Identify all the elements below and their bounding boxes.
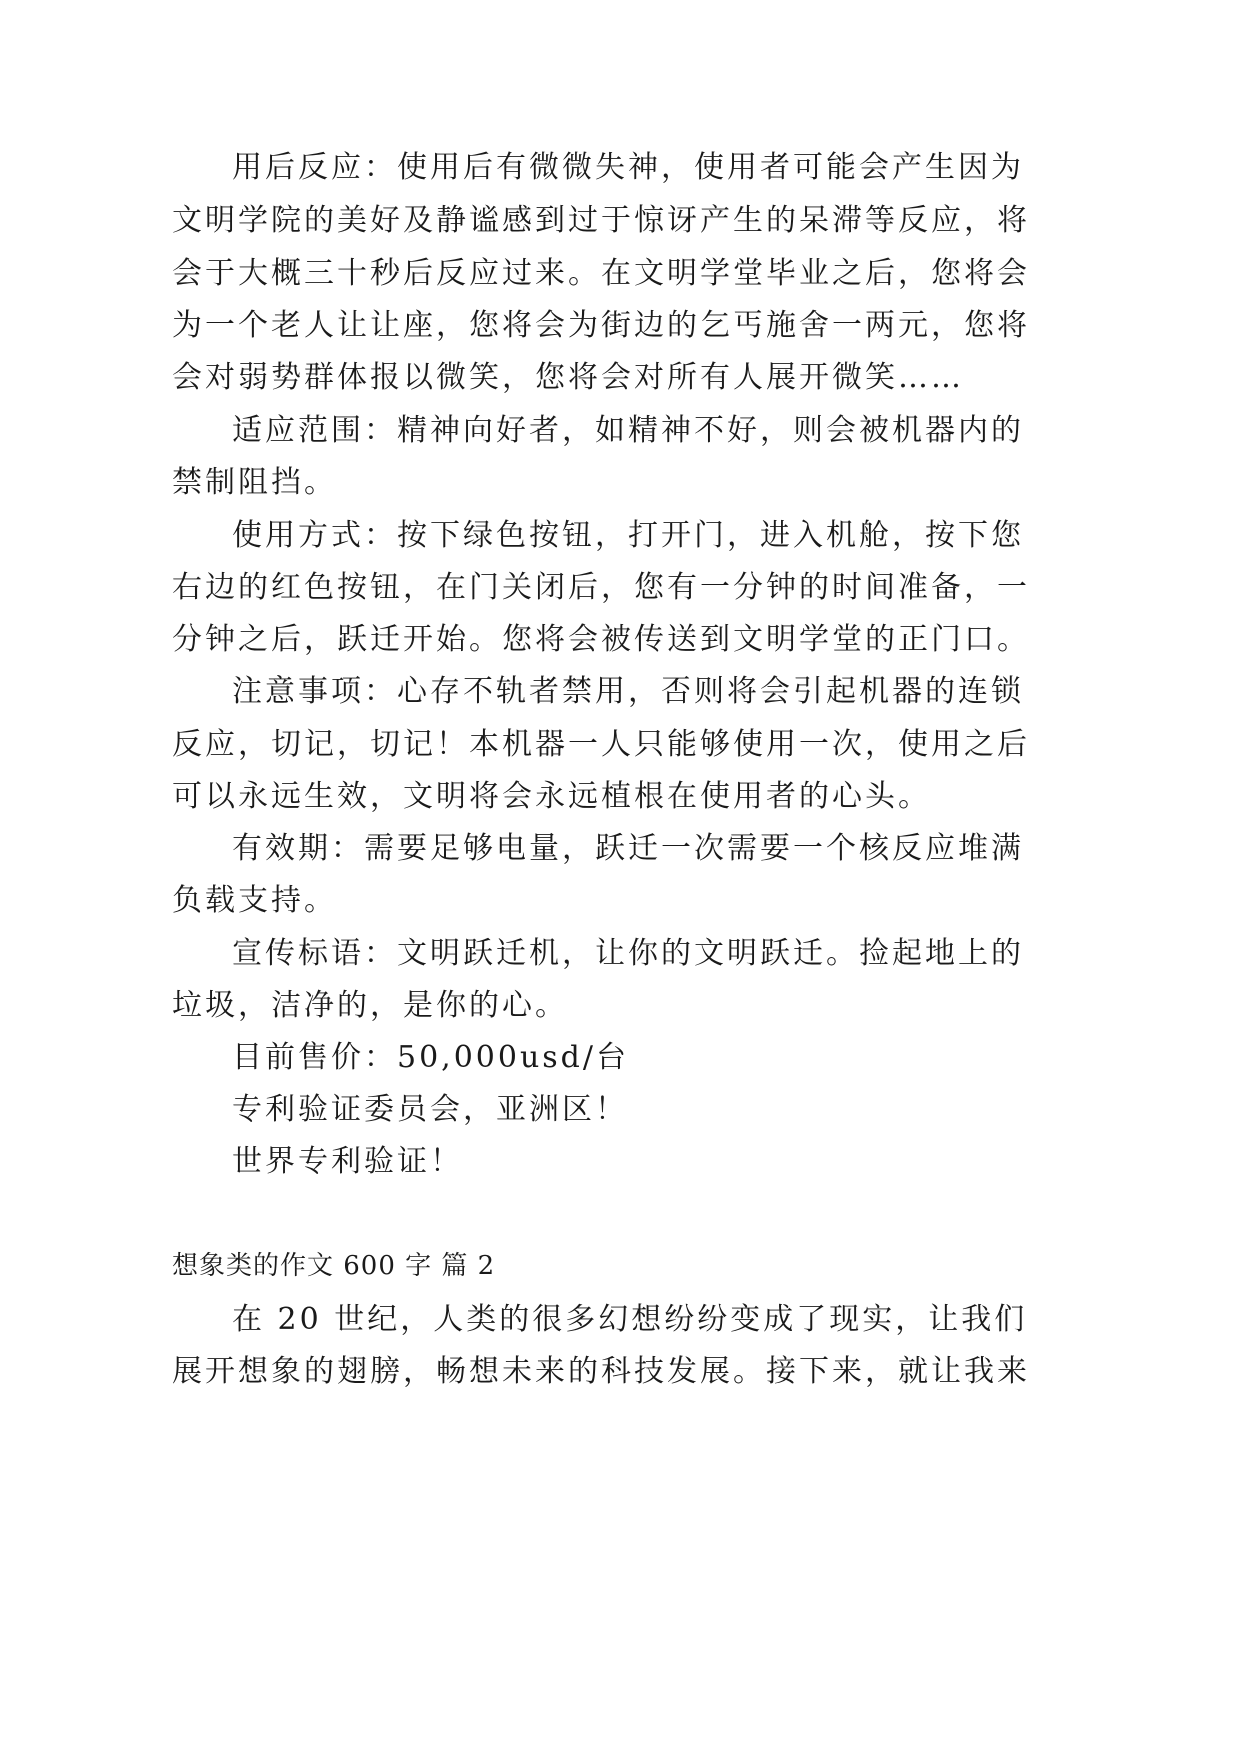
body-text-line: 在 20 世纪，人类的很多幻想纷纷变成了现实，让我们 xyxy=(232,1302,1028,1337)
body-text-line: 使用方式：按下绿色按钮，打开门，进入机舱，按下您 xyxy=(232,518,1024,553)
body-text-line: 展开想象的翅膀，畅想未来的科技发展。接下来，就让我来 xyxy=(172,1354,1030,1389)
body-text-line: 负载支持。 xyxy=(172,883,337,918)
body-text-line: 会对弱势群体报以微笑，您将会对所有人展开微笑…… xyxy=(172,360,964,395)
body-text-line: 右边的红色按钮，在门关闭后，您有一分钟的时间准备，一 xyxy=(172,570,1030,605)
body-text-line: 垃圾，洁净的，是你的心。 xyxy=(172,988,568,1023)
body-text-line: 适应范围：精神向好者，如精神不好，则会被机器内的 xyxy=(232,413,1024,448)
body-text-line: 禁制阻挡。 xyxy=(172,465,337,500)
body-text-line: 宣传标语：文明跃迁机，让你的文明跃迁。捡起地上的 xyxy=(232,936,1024,971)
body-text-line: 反应，切记，切记！本机器一人只能够使用一次，使用之后 xyxy=(172,727,1030,762)
section-heading: 想象类的作文 600 字 篇 2 xyxy=(172,1251,496,1281)
world-patent-line: 世界专利验证！ xyxy=(232,1144,463,1179)
body-text-line: 为一个老人让让座，您将会为街边的乞丐施舍一两元，您将 xyxy=(172,308,1030,343)
body-text-line: 会于大概三十秒后反应过来。在文明学堂毕业之后，您将会 xyxy=(172,256,1030,291)
body-text-line: 有效期：需要足够电量，跃迁一次需要一个核反应堆满 xyxy=(232,831,1024,866)
body-text-line: 分钟之后，跃迁开始。您将会被传送到文明学堂的正门口。 xyxy=(172,622,1030,657)
price-line: 目前售价：50,000usd/台 xyxy=(232,1040,629,1075)
body-text-line: 用后反应：使用后有微微失神，使用者可能会产生因为 xyxy=(232,150,1024,185)
committee-line: 专利验证委员会，亚洲区！ xyxy=(232,1092,628,1127)
body-text-line: 可以永远生效，文明将会永远植根在使用者的心头。 xyxy=(172,779,931,814)
body-text-line: 文明学院的美好及静谧感到过于惊讶产生的呆滞等反应，将 xyxy=(172,203,1030,238)
body-text-line: 注意事项：心存不轨者禁用，否则将会引起机器的连锁 xyxy=(232,674,1024,709)
